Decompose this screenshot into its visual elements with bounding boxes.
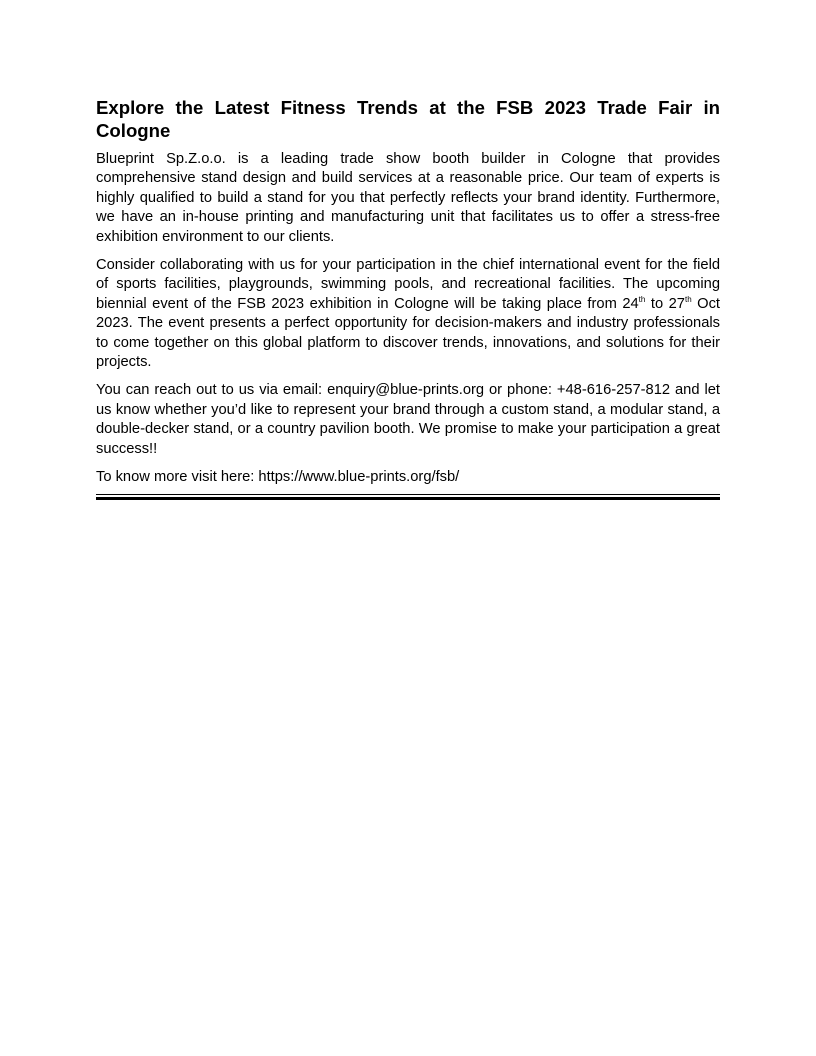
closing-line: To know more visit here: https://www.blue-prints.org/fsb/ xyxy=(96,469,460,486)
event-text-part2: to 27 xyxy=(645,295,685,312)
ordinal-suffix-start: th xyxy=(638,294,646,304)
ordinal-suffix-end: th xyxy=(684,294,692,304)
event-text-part3: Oct 2023. The event presents a perfect opportunity for decision-makers and industry professionals to come together on this global platform to discover trends, innovations, and solutions for their projects. xyxy=(96,295,721,371)
event-text-part1: Consider collaborating with us for your participation in the chief international event for the field of sports facilities, playgrounds, swimming pools, and recreational facilities. The upcoming biennial event of the FSB 2023 exhibition in Cologne will be taking place from 24 xyxy=(96,257,720,312)
paragraph-intro: Blueprint Sp.Z.o.o. is a leading trade show booth builder in Cologne that provides comprehensive stand design and build services at a reasonable price. Our team of experts is highly qualified to build a stand for you that perfectly reflects your brand identity. Furthermore, we have an in-house printing and manufacturing unit that facilitates us to offer a stress-free exhibition environment to our clients. xyxy=(96,151,720,245)
paragraph-event xyxy=(96,256,720,372)
document-page xyxy=(96,96,720,500)
article-title: Explore the Latest Fitness Trends at the FSB 2023 Trade Fair in Cologne xyxy=(96,97,720,141)
double-rule-divider xyxy=(96,494,720,500)
rule-thin-line xyxy=(96,494,720,495)
rule-thick-line xyxy=(96,497,720,500)
paragraph-contact: You can reach out to us via email: enquiry@blue-prints.org or phone: +48-616-257-812 and let us know whether you’d like to represent your brand through a custom stand, a modular stand, a double-decker stand, or a country pavilion booth. We promise to make your participation a great success!! xyxy=(96,382,720,457)
